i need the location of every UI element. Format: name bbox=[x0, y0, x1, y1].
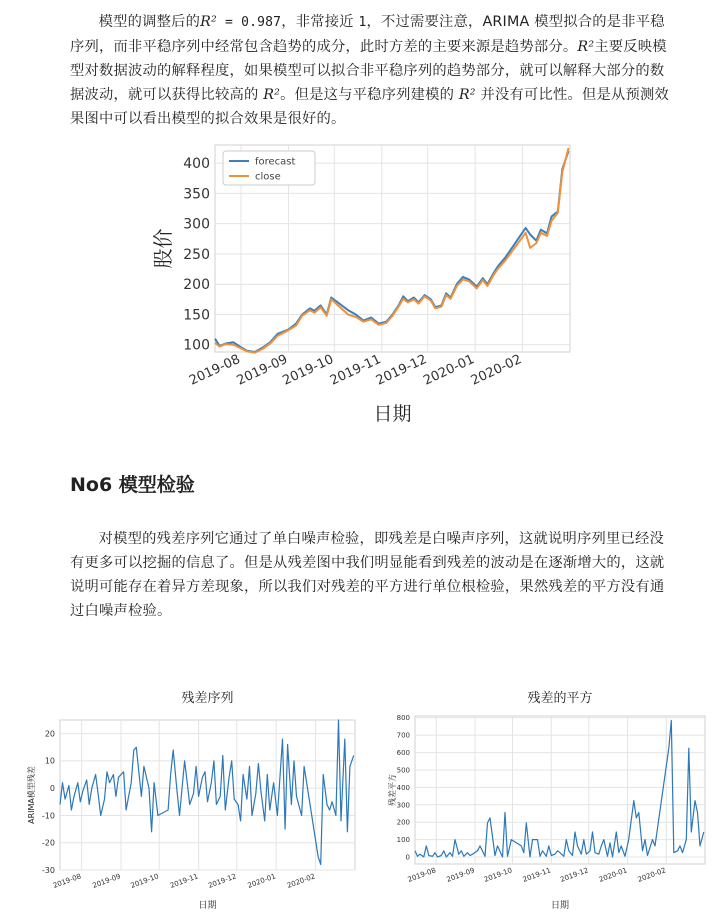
y-tick-label: 200 bbox=[183, 277, 210, 294]
y-tick-label: 500 bbox=[396, 766, 410, 775]
chart-title: 残差序列 bbox=[181, 691, 234, 706]
x-tick-label: 2019-11 bbox=[521, 866, 552, 884]
x-tick-label: 2019-09 bbox=[234, 352, 291, 389]
text-span: 主要反映模型对数据波动的解释程度，如果模型可以拟合非平稳序列的趋势部分，就可以解释大部分的数据波动，就可以获得比较高的 bbox=[70, 39, 667, 103]
intro-paragraph bbox=[70, 10, 670, 131]
r2-symbol: R² bbox=[458, 87, 476, 103]
y-tick-label: 150 bbox=[183, 307, 210, 324]
residual-chart bbox=[20, 680, 365, 912]
r2-symbol: R² bbox=[200, 14, 217, 30]
x-tick-label: 2020-01 bbox=[597, 866, 629, 884]
y-tick-label: 0 bbox=[405, 853, 410, 862]
x-tick-label: 2019-10 bbox=[482, 866, 514, 884]
text-span: ，不过需要注意，ARIMA 模型拟合的是非平稳序列，而非平稳序列中经常包含趋势的成分，此时方差的主要来源是趋势部分。 bbox=[70, 14, 665, 55]
y-tick-label: 10 bbox=[44, 756, 55, 766]
y-tick-label: 400 bbox=[396, 783, 410, 792]
x-tick-label: 2019-08 bbox=[52, 872, 83, 890]
r2-symbol: R² bbox=[577, 39, 595, 55]
x-tick-label: 2020-01 bbox=[246, 872, 277, 890]
y-tick-label: 250 bbox=[183, 246, 210, 263]
x-tick-label: 2020-02 bbox=[286, 872, 317, 890]
x-tick-label: 2019-09 bbox=[445, 866, 476, 884]
text-span: 模型的调整后的 bbox=[98, 14, 201, 30]
y-tick-label: 800 bbox=[396, 714, 410, 723]
x-axis-label: 日期 bbox=[198, 901, 217, 911]
text-span: 。但是这与平稳序列建模的 bbox=[280, 87, 459, 103]
x-tick-label: 2019-10 bbox=[129, 872, 160, 890]
forecast-vs-close-chart bbox=[150, 140, 580, 430]
x-tick-label: 2019-08 bbox=[187, 352, 243, 389]
y-tick-label: -20 bbox=[41, 838, 55, 848]
y-tick-label: 600 bbox=[396, 749, 410, 758]
x-tick-label: 2019-12 bbox=[559, 866, 590, 884]
residual-squared-chart bbox=[385, 680, 715, 912]
model-check-paragraph: 对模型的残差序列它通过了单白噪声检验，即残差是白噪声序列，这就说明序列里已经没有更多可以挖掘的信息了。但是从残差图中我们明显能看到残差的波动是在逐渐增大的，这就说明可能存在着异方差现象，所以我们对残差的平方进行单位根检验，果然残差的平方没有通过白噪声检验。 bbox=[70, 531, 665, 619]
x-tick-label: 2020-02 bbox=[468, 352, 525, 389]
x-tick-label: 2019-12 bbox=[373, 352, 430, 389]
y-tick-label: 300 bbox=[183, 216, 210, 233]
x-tick-label: 2020-01 bbox=[421, 352, 477, 389]
y-tick-label: -30 bbox=[41, 865, 55, 875]
x-tick-label: 2019-11 bbox=[169, 872, 200, 890]
y-axis-label: ARIMA模型残差 bbox=[27, 766, 36, 824]
r2-symbol: R² bbox=[263, 87, 281, 103]
text-span: ，非常接近 bbox=[281, 14, 359, 30]
y-tick-label: 20 bbox=[44, 729, 55, 739]
x-tick-label: 2019-08 bbox=[406, 866, 437, 884]
plot-frame bbox=[415, 716, 705, 864]
y-tick-label: 700 bbox=[396, 731, 410, 740]
x-axis-label: 日期 bbox=[550, 901, 570, 911]
y-tick-label: 300 bbox=[396, 801, 410, 810]
y-tick-label: 200 bbox=[396, 818, 410, 827]
y-axis-label: 残差平方 bbox=[388, 774, 397, 806]
legend-label-forecast: forecast bbox=[255, 156, 296, 168]
section-heading: No6 模型检验 bbox=[70, 474, 195, 496]
r2-value: = 0.987 bbox=[216, 15, 282, 30]
x-tick-label: 2019-12 bbox=[207, 872, 238, 890]
y-axis-label: 股价 bbox=[151, 228, 175, 269]
y-tick-label: 400 bbox=[183, 156, 210, 173]
y-tick-label: 0 bbox=[49, 783, 55, 793]
x-tick-label: 2019-11 bbox=[327, 352, 384, 389]
y-tick-label: -10 bbox=[41, 811, 55, 821]
x-tick-label: 2019-09 bbox=[91, 872, 122, 890]
legend-label-close: close bbox=[255, 171, 281, 183]
x-tick-label: 2020-02 bbox=[636, 866, 667, 884]
y-tick-label: 350 bbox=[183, 186, 210, 203]
y-tick-label: 100 bbox=[396, 836, 410, 845]
chart-title: 残差的平方 bbox=[527, 691, 593, 706]
x-tick-label: 2019-10 bbox=[280, 352, 337, 389]
text-span: 并没有可比性。但是从预测效果图中可以看出模型的拟合效果是很好的。 bbox=[70, 87, 669, 127]
x-axis-label: 日期 bbox=[373, 403, 412, 425]
y-tick-label: 100 bbox=[183, 337, 210, 354]
one-value: 1 bbox=[358, 15, 367, 30]
